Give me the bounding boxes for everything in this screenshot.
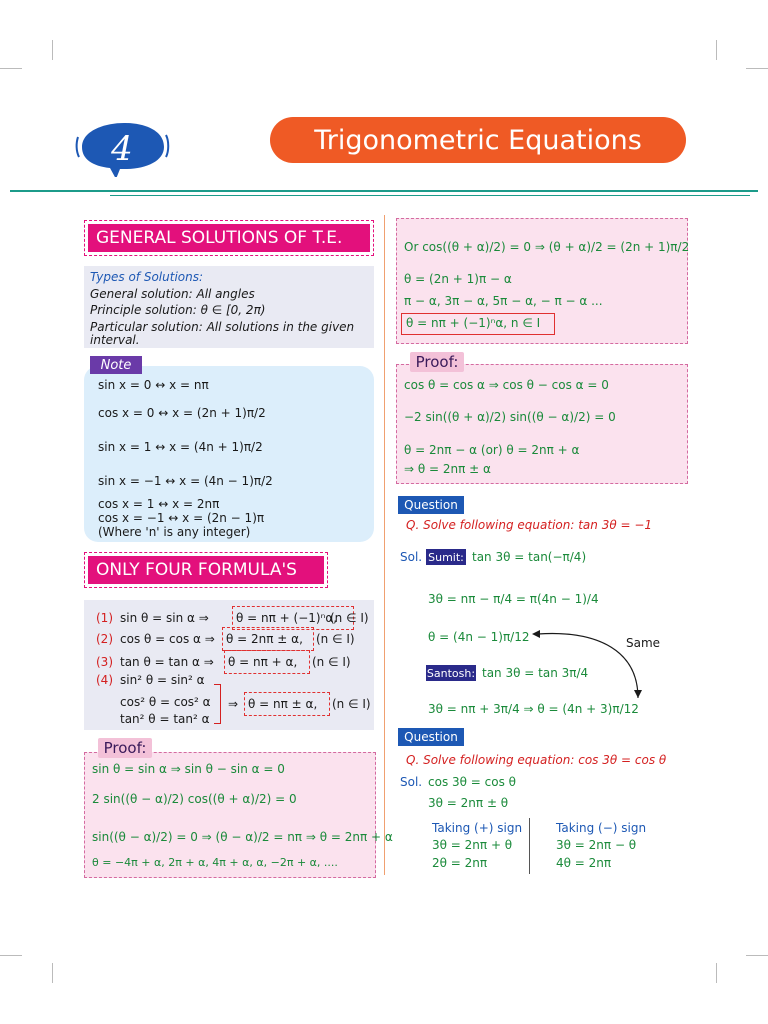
chapter-title: Trigonometric Equations xyxy=(270,117,686,163)
plus-line: 2θ = 2nπ xyxy=(432,856,488,870)
formula-lhs: tan² θ = tan² α xyxy=(120,712,210,726)
question-text: Q. Solve following equation: tan 3θ = −1 xyxy=(406,518,653,532)
proof-line: 2 sin((θ − α)/2) cos((θ + α)/2) = 0 xyxy=(92,792,297,806)
formula-index: (3) xyxy=(96,655,113,669)
formula-result: θ = 2nπ ± α, xyxy=(226,632,303,646)
four-formulas-header: ONLY FOUR FORMULA'S xyxy=(88,556,324,584)
crop-mark xyxy=(52,40,53,60)
formula-domain: (n ∈ I) xyxy=(316,632,355,646)
crop-mark xyxy=(0,68,22,69)
proof-line: sin θ = sin α ⇒ sin θ − sin α = 0 xyxy=(92,762,285,776)
note-line: cos x = 1 ↔ x = 2nπ xyxy=(98,497,220,511)
minus-line: 4θ = 2nπ xyxy=(556,856,612,870)
formula-domain: (n ∈ I) xyxy=(332,697,371,711)
header-rule xyxy=(10,190,758,192)
note-line: sin x = −1 ↔ x = (4n − 1)π/2 xyxy=(98,474,273,488)
general-solutions-header: GENERAL SOLUTIONS OF T.E. xyxy=(88,224,370,252)
formula-result: θ = nπ + (−1)ⁿα, xyxy=(236,611,338,625)
proof-line: ⇒ θ = 2nπ ± α xyxy=(404,462,491,476)
right-proof-tag: Proof: xyxy=(410,352,464,372)
formula-lhs: sin² θ = sin² α xyxy=(120,673,205,687)
sol-line: 3θ = 2nπ ± θ xyxy=(428,796,509,810)
plus-sign-heading: Taking (+) sign xyxy=(432,821,523,835)
crop-mark xyxy=(746,68,768,69)
types-line: General solution: All angles xyxy=(90,287,255,301)
formula-lhs: cos θ = cos α ⇒ xyxy=(120,632,215,646)
formula-arrow: ⇒ xyxy=(228,697,239,711)
proof-line: θ = 2nπ − α (or) θ = 2nπ + α xyxy=(404,443,580,457)
formula-lhs: tan θ = tan α ⇒ xyxy=(120,655,214,669)
sol-label: Sol. xyxy=(400,775,423,789)
types-line: Principle solution: θ ∈ [0, 2π) xyxy=(90,303,266,317)
proof-line: θ = −4π + α, 2π + α, 4π + α, α, −2π + α, .... xyxy=(92,856,338,869)
crop-mark xyxy=(0,955,22,956)
santosh-tag: Santosh: xyxy=(426,666,476,680)
proof-line: sin((θ − α)/2) = 0 ⇒ (θ − α)/2 = nπ ⇒ θ = 2nπ + α xyxy=(92,830,393,844)
crop-mark xyxy=(716,40,717,60)
right-top-line: θ = (2n + 1)π − α xyxy=(404,272,512,286)
question-tag: Question xyxy=(398,728,464,746)
chapter-number: 4 xyxy=(111,129,133,169)
sol-label: Sol. xyxy=(400,550,423,564)
sol-line: tan 3θ = tan 3π/4 xyxy=(482,666,589,680)
left-proof-tag: Proof: xyxy=(98,738,152,758)
same-arrow-icon xyxy=(530,622,650,702)
types-line: Particular solution: All solutions in the given xyxy=(90,320,355,334)
sol-line: 3θ = nπ − π/4 = π(4n − 1)/4 xyxy=(428,592,599,606)
sol-line: 3θ = nπ + 3π/4 ⇒ θ = (4n + 3)π/12 xyxy=(428,702,639,716)
formula-lhs: cos² θ = cos² α xyxy=(120,695,211,709)
note-tag: Note xyxy=(90,356,142,374)
sumit-tag: Sumit: xyxy=(426,549,466,565)
column-divider xyxy=(384,215,385,875)
sign-divider xyxy=(529,818,530,874)
crop-mark xyxy=(716,963,717,983)
question-text: Q. Solve following equation: cos 3θ = cos θ xyxy=(406,753,667,767)
note-line: sin x = 0 ↔ x = nπ xyxy=(98,378,209,392)
question-tag: Question xyxy=(398,496,464,514)
proof-line: −2 sin((θ + α)/2) sin((θ − α)/2) = 0 xyxy=(404,410,616,424)
formula-bracket xyxy=(214,684,221,724)
types-heading: Types of Solutions: xyxy=(90,270,204,284)
sol-line: θ = (4n − 1)π/12 xyxy=(428,630,530,644)
same-label: Same xyxy=(626,636,661,650)
sol-line: tan 3θ = tan(−π/4) xyxy=(472,550,587,564)
right-top-line: θ = nπ + (−1)ⁿα, n ∈ I xyxy=(406,316,541,330)
plus-line: 3θ = 2nπ + θ xyxy=(432,838,513,852)
crop-mark xyxy=(746,955,768,956)
types-line: interval. xyxy=(90,333,140,347)
formula-result: θ = nπ + α, xyxy=(228,655,298,669)
proof-line: cos θ = cos α ⇒ cos θ − cos α = 0 xyxy=(404,378,609,392)
crop-mark xyxy=(52,963,53,983)
formula-result: θ = nπ ± α, xyxy=(248,697,318,711)
formula-index: (2) xyxy=(96,632,113,646)
right-top-line: π − α, 3π − α, 5π − α, − π − α ... xyxy=(404,294,603,308)
minus-line: 3θ = 2nπ − θ xyxy=(556,838,637,852)
header-rule xyxy=(110,195,750,196)
formula-index: (4) xyxy=(96,673,113,687)
note-line: sin x = 1 ↔ x = (4n + 1)π/2 xyxy=(98,440,263,454)
note-line: (Where 'n' is any integer) xyxy=(98,525,251,539)
minus-sign-heading: Taking (−) sign xyxy=(556,821,647,835)
formula-domain: (n ∈ I) xyxy=(330,611,369,625)
formula-lhs: sin θ = sin α ⇒ xyxy=(120,611,209,625)
note-line: cos x = −1 ↔ x = (2n − 1)π xyxy=(98,511,265,525)
note-line: cos x = 0 ↔ x = (2n + 1)π/2 xyxy=(98,406,266,420)
formula-domain: (n ∈ I) xyxy=(312,655,351,669)
formula-index: (1) xyxy=(96,611,113,625)
sol-line: cos 3θ = cos θ xyxy=(428,775,517,789)
right-top-line: Or cos((θ + α)/2) = 0 ⇒ (θ + α)/2 = (2n + 1)π/2 xyxy=(404,240,690,254)
